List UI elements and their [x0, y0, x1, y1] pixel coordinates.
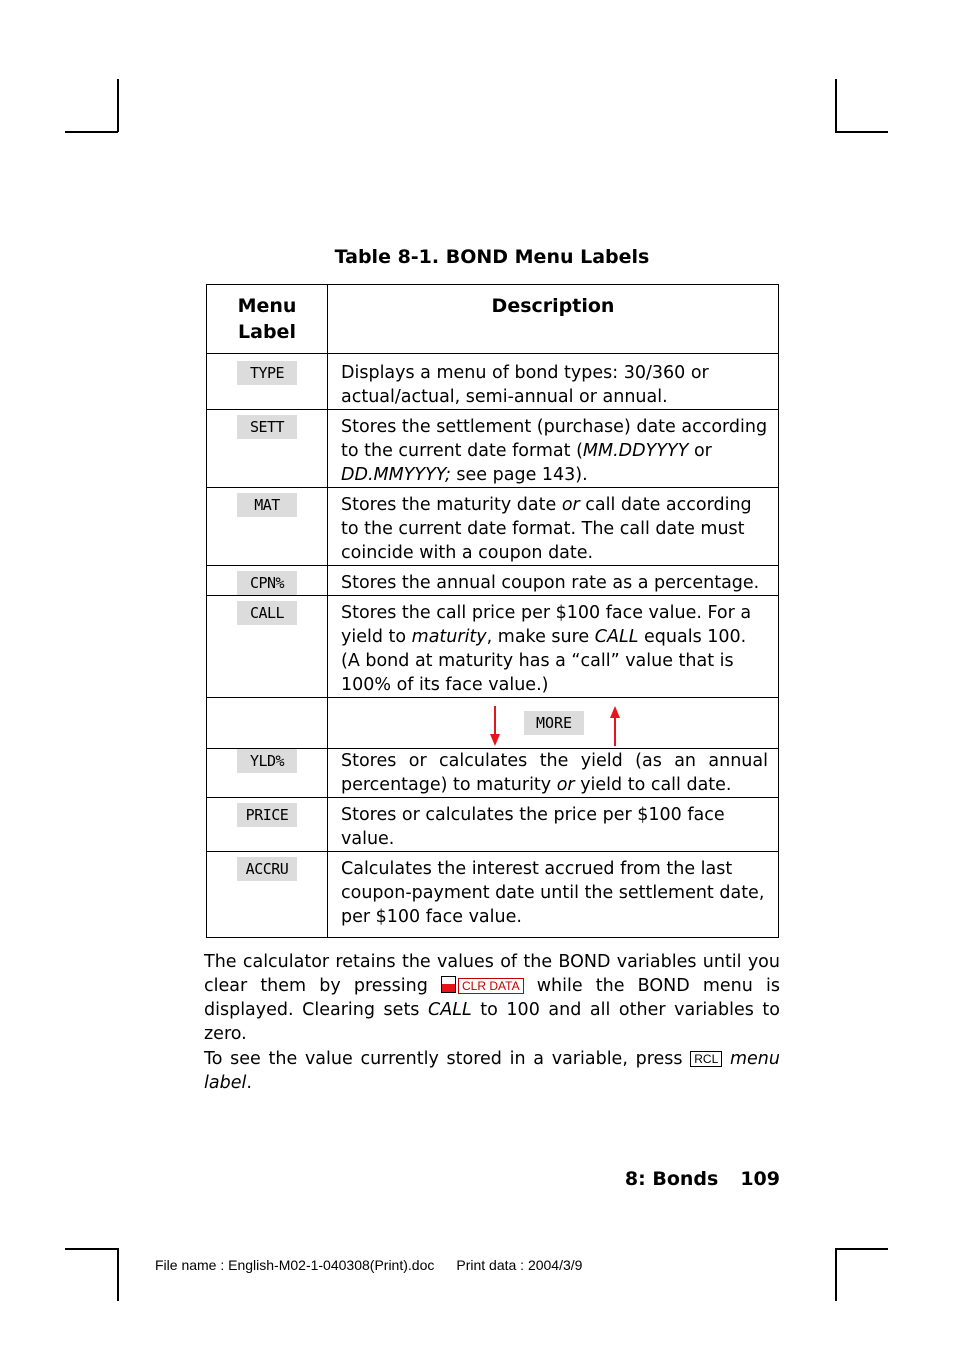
body-paragraph: To see the value currently stored in a variable, press RCL menu label.: [204, 1049, 780, 1093]
more-row: [207, 698, 779, 749]
arrow-up-icon: [609, 706, 621, 746]
table-row: [207, 566, 779, 596]
header-description: Description: [328, 285, 779, 354]
row-description: Stores the annual coupon rate as a percentage.: [328, 566, 779, 596]
section-title: 8: Bonds: [624, 1168, 719, 1190]
file-name: File name : English-M02-1-040308(Print).doc: [155, 1257, 435, 1273]
file-info-line: [155, 1257, 582, 1273]
price-menu-key[interactable]: PRICE: [237, 803, 297, 827]
bond-menu-table: [206, 284, 779, 938]
table-row: [207, 798, 779, 852]
row-description: Stores the maturity date or call date according to the current date format. The call date must coincide with a coupon date.: [328, 488, 779, 566]
table-row: [207, 410, 779, 488]
row-description: Stores the settlement (purchase) date according to the current date format (MM.DDYYYY or DD.MMYYYY; see page 143).: [328, 410, 779, 488]
more-menu-key[interactable]: MORE: [524, 711, 584, 735]
row-description: Stores or calculates the price per $100 face value.: [328, 798, 779, 852]
accru-menu-key[interactable]: ACCRU: [237, 857, 297, 881]
page-footer: [600, 1168, 780, 1190]
table-row: [207, 354, 779, 410]
crop-mark: [835, 1248, 888, 1250]
crop-mark: [117, 1248, 119, 1301]
table-row: [207, 852, 779, 938]
crop-mark: [835, 79, 837, 132]
call-menu-key[interactable]: CALL: [237, 601, 297, 625]
cpn-menu-key[interactable]: CPN%: [237, 571, 297, 595]
table-row: [207, 488, 779, 566]
yld-menu-key[interactable]: YLD%: [237, 749, 297, 773]
table-row: [207, 596, 779, 698]
crop-mark: [117, 79, 119, 132]
crop-mark: [835, 131, 888, 133]
shift-key-icon: [441, 976, 456, 993]
sett-menu-key[interactable]: SETT: [237, 415, 297, 439]
mat-menu-key[interactable]: MAT: [237, 493, 297, 517]
page-number: 109: [740, 1168, 780, 1190]
crop-mark: [65, 1248, 118, 1250]
table-header-row: [207, 285, 779, 354]
table-caption: Table 8-1. BOND Menu Labels: [334, 246, 650, 268]
row-description: Calculates the interest accrued from the last coupon-payment date until the settlement date, per $100 face value.: [328, 852, 779, 938]
row-description: Stores the call price per $100 face value. For a yield to maturity, make sure CALL equals 100. (A bond at maturity has a “call” value that is 100% of its face value.): [328, 596, 779, 698]
rcl-key: RCL: [690, 1051, 722, 1067]
table-row: [207, 749, 779, 798]
clr-data-key: CLR DATA: [458, 978, 524, 994]
row-description: Stores or calculates the yield (as an annual percentage) to maturity or yield to call date.: [328, 749, 779, 798]
type-menu-key[interactable]: TYPE: [237, 361, 297, 385]
header-menu-label: Menu Label: [207, 285, 328, 354]
body-paragraph: The calculator retains the values of the BOND variables until you clear them by pressing CLR DATA while the BOND menu is displayed. Clearing sets CALL to 100 and all other variables to zero.: [204, 952, 780, 1044]
crop-mark: [65, 131, 118, 133]
arrow-down-icon: [489, 706, 501, 746]
crop-mark: [835, 1248, 837, 1301]
print-date: Print data : 2004/3/9: [456, 1257, 583, 1273]
row-description: Displays a menu of bond types: 30/360 or actual/actual, semi-annual or annual.: [328, 354, 779, 410]
